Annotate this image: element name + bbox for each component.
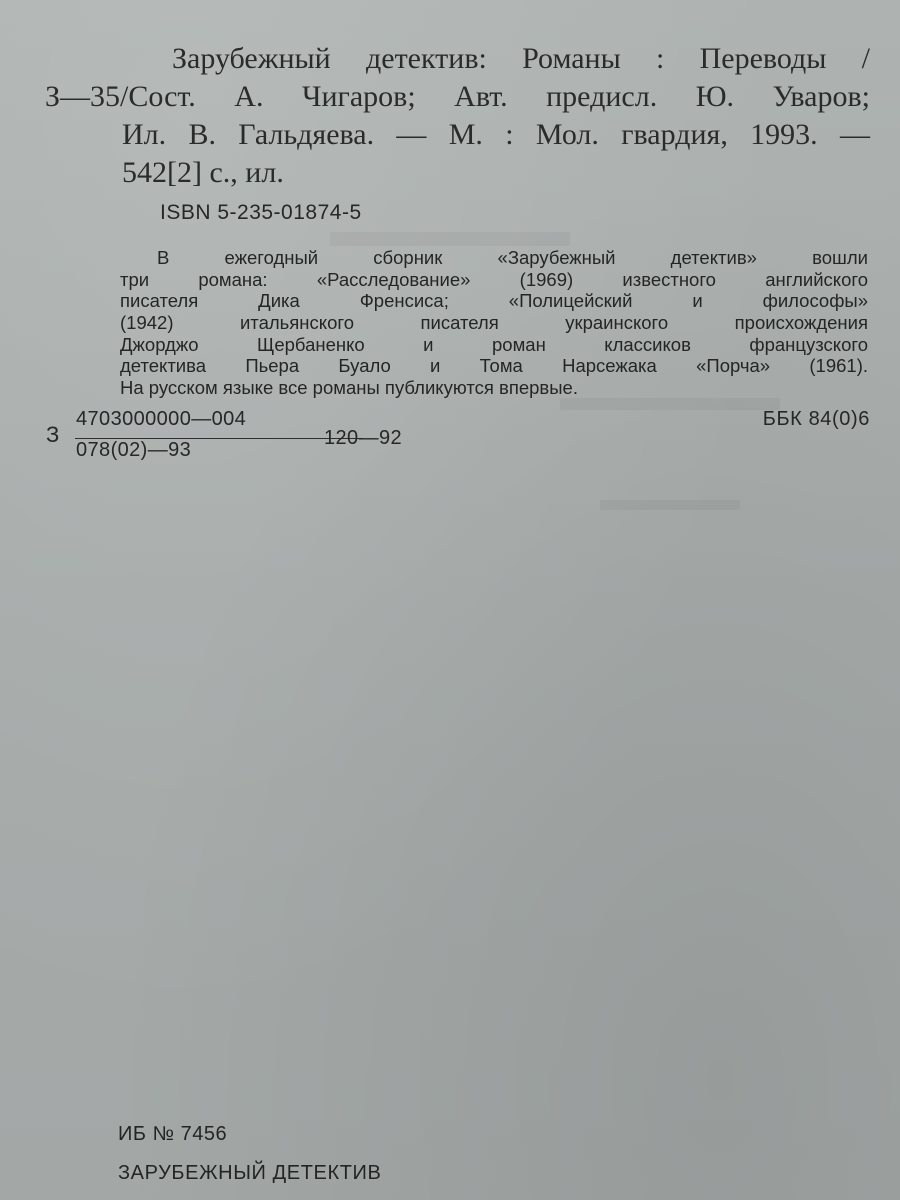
- annotation-line: Джорджо Щербаненко и роман классиков французского: [120, 333, 868, 355]
- biblio-line-publisher: Ил. В. Гальдяева. — М. : Мол. гвардия, 1993. —: [122, 118, 870, 152]
- show-through-mark: [330, 232, 570, 246]
- annotation-line: детектива Пьера Буало и Тома Нарсежака «Порча» (1961).: [120, 355, 868, 377]
- bibliographic-entry: [45, 40, 870, 192]
- classification-numerator: 4703000000—004: [76, 408, 247, 430]
- show-through-mark: [600, 500, 740, 510]
- annotation-line: три романа: «Расследование» (1969) известного английского: [120, 268, 868, 290]
- biblio-line-pages: 542[2] с., ил.: [122, 156, 284, 190]
- classification-denominator: 078(02)—93: [76, 439, 192, 461]
- annotation-line: В ежегодный сборник «Зарубежный детектив» вошли: [157, 247, 868, 268]
- biblio-line-title: Зарубежный детектив: Романы : Переводы /: [172, 42, 870, 75]
- author-sign-letter: З: [46, 422, 60, 447]
- biblio-line-compiler: З—35/Сост. А. Чигаров; Авт. предисл. Ю. Уваров;: [45, 80, 870, 114]
- annotation-line: На русском языке все романы публикуются впервые.: [120, 376, 578, 398]
- annotation-line: писателя Дика Френсиса; «Полицейский и философы»: [120, 290, 868, 312]
- classification-side-code: 120—92: [324, 427, 403, 449]
- isbn: ISBN 5-235-01874-5: [160, 201, 362, 224]
- series-title: ЗАРУБЕЖНЫЙ ДЕТЕКТИВ: [118, 1162, 382, 1184]
- classification-block: [46, 408, 870, 468]
- bbk-code: ББК 84(0)6: [762, 408, 870, 430]
- ib-number: ИБ № 7456: [118, 1123, 228, 1145]
- annotation: [120, 247, 868, 398]
- annotation-line: (1942) итальянского писателя украинского происхождения: [120, 311, 868, 333]
